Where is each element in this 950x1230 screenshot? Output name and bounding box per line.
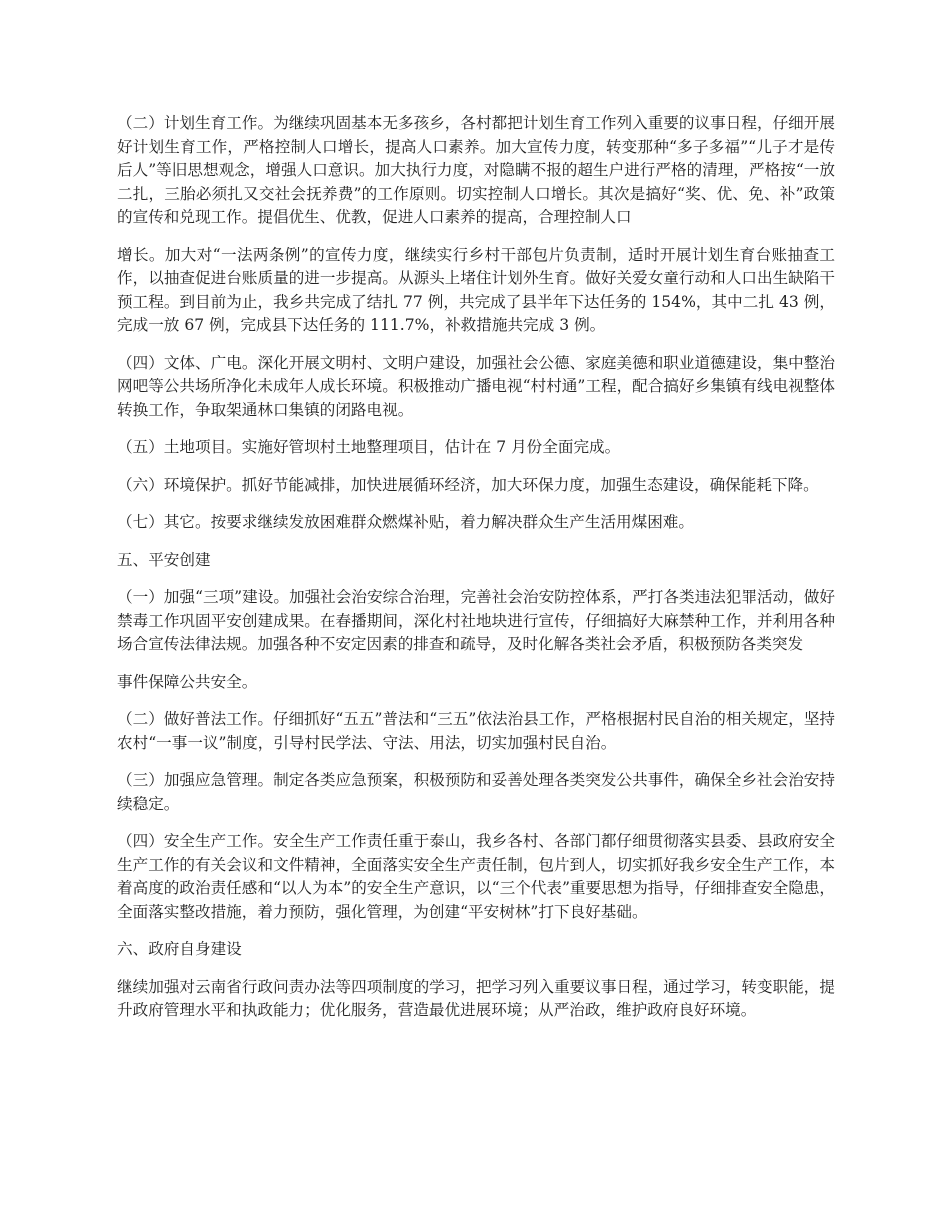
paragraph-culture-broadcast: （四）文体、广电。深化开展文明村、文明户建设，加强社会公德、家庭美德和职业道德建设，集中整治网吧等公共场所净化未成年人成长环境。积极推动广播电视“村村通”工程，配合搞好乡集镇有线电视整体转换工作，争取架通林口集镇的闭路电视。 <box>117 353 835 419</box>
paragraph-land-project: （五）土地项目。实施好管坝村土地整理项目，估计在 7 月份全面完成。 <box>117 438 621 456</box>
paragraph-three-items: （一）加强“三项”建设。加强社会治安综合治理，完善社会治安防控体系，严打各类违法犯罪活动，做好禁毒工作巩固平安创建成果。在春播期间，深化村社地块进行宣传，仔细搞好大麻禁种工作，并利用各种场合宣传法律法规。加强各种不安定因素的排查和疏导，及时化解各类社会矛盾，积极预防各类突发 <box>117 588 835 653</box>
paragraph-family-planning-continued: 增长。加大对“一法两条例”的宣传力度，继续实行乡村干部包片负责制，适时开展计划生育台账抽查工作，以抽查促进台账质量的进一步提高。从源头上堵住计划外生育。做好关爱女童行动和人口出生缺陷干预工程。到目前为止，我乡共完成了结扎 77 例，共完成了县半年下达任务的 154%，其中二扎 43 例，完成一放 67 例，完成县下达任务的 111.7%，补救措施共完成 3 例。 <box>117 245 835 334</box>
paragraph-emergency-management: （三）加强应急管理。制定各类应急预案，积极预防和妥善处理各类突发公共事件，确保全乡社会治安持续稳定。 <box>117 771 835 813</box>
document-body <box>117 112 835 1037</box>
section-heading-safety: 五、平安创建 <box>117 550 211 569</box>
paragraph-environment: （六）环境保护。抓好节能减排，加快进展循环经济，加大环保力度，加强生态建设，确保能耗下降。 <box>117 475 819 494</box>
paragraph-other: （七）其它。按要求继续发放困难群众燃煤补贴，着力解决群众生产生活用煤困难。 <box>117 513 694 531</box>
paragraph-family-planning: （二）计划生育工作。为继续巩固基本无多孩乡，各村都把计划生育工作列入重要的议事日程，仔细开展好计划生育工作，严格控制人口增长，提高人口素养。加大宣传力度，转变那种“多子多福”“儿子才是传后人”等旧思想观念，增强人口意识。加大执行力度，对隐瞒不报的超生户进行严格的清理，严格按“一放二扎，三胎必须扎又交社会抚养费”的工作原则。切实控制人口增长。其次是搞好“奖、优、免、补”政策的宣传和兑现工作。提倡优生、优教，促进人口素养的提高，合理控制人口 <box>117 114 835 226</box>
paragraph-public-safety: 事件保障公共安全。 <box>117 672 258 691</box>
section-heading-government: 六、政府自身建设 <box>117 940 242 958</box>
paragraph-legal-education: （二）做好普法工作。仔细抓好“五五”普法和“三五”依法治县工作，严格根据村民自治的相关规定，坚持农村“一事一议”制度，引导村民学法、守法、用法，切实加强村民自治。 <box>117 710 836 752</box>
paragraph-government-building: 继续加强对云南省行政问责办法等四项制度的学习，把学习列入重要议事日程，通过学习，转变职能，提升政府管理水平和执政能力；优化服务，营造最优进展环境；从严治政，维护政府良好环境。 <box>117 977 835 1019</box>
paragraph-production-safety: （四）安全生产工作。安全生产工作责任重于泰山，我乡各村、各部门都仔细贯彻落实县委、县政府安全生产工作的有关会议和文件精神，全面落实安全生产责任制，包片到人，切实抓好我乡安全生产工作，本着高度的政治责任感和“以人为本”的安全生产意识，以“三个代表”重要思想为指导，仔细排查安全隐患，全面落实整改措施，着力预防，强化管理，为创建“平安树林”打下良好基础。 <box>117 832 836 921</box>
